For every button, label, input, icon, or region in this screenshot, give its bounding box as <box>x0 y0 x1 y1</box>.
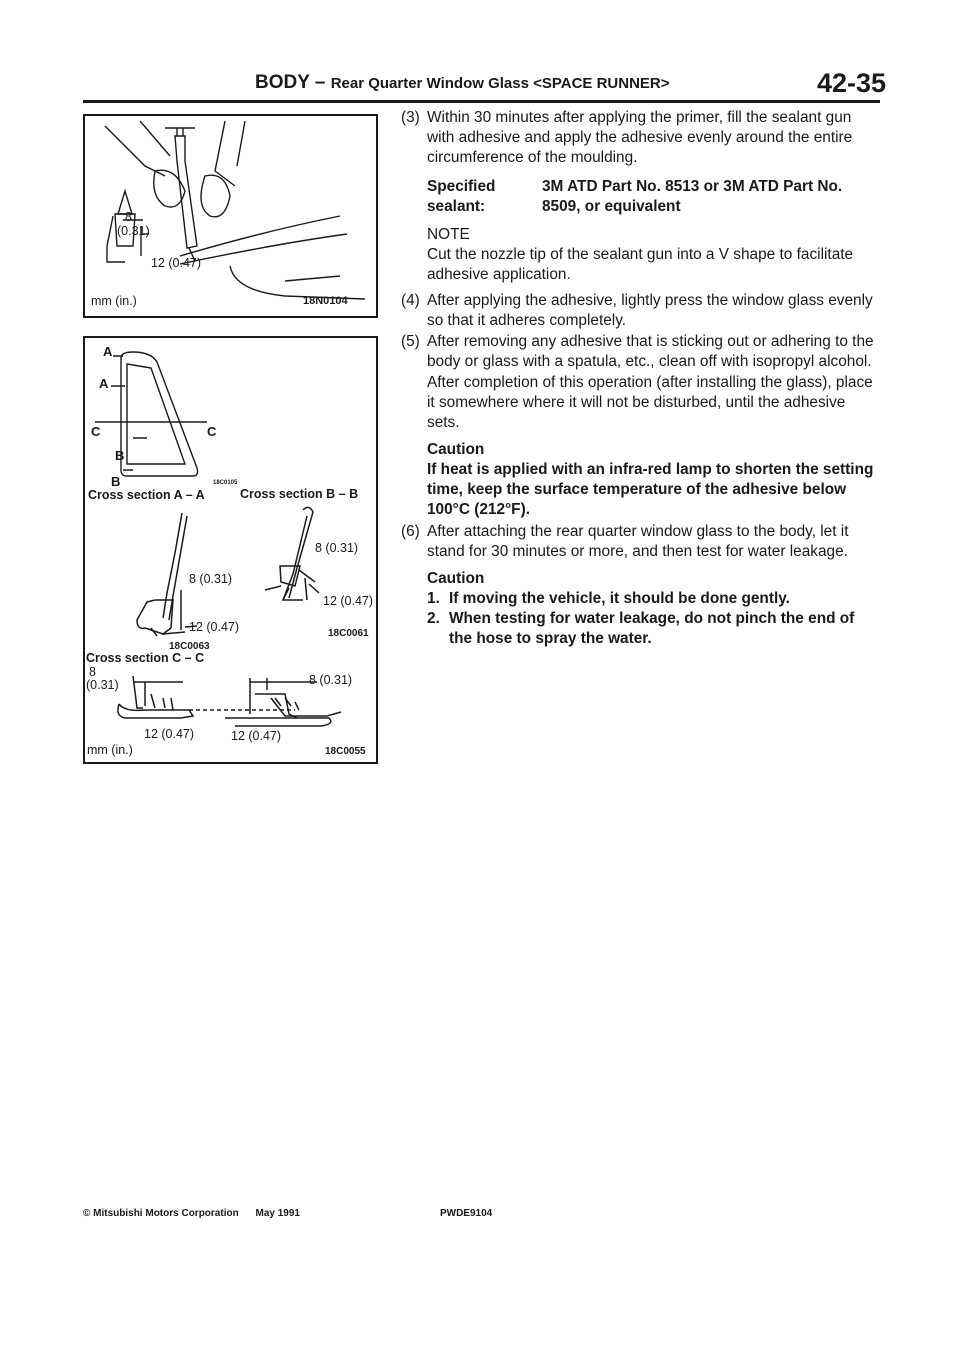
caution-list <box>400 589 878 649</box>
mark-a-lower: A <box>99 376 109 391</box>
step-number: (3) <box>401 109 420 126</box>
note-title: NOTE <box>427 226 470 243</box>
bb-dim-bottom: 12 (0.47) <box>323 594 374 608</box>
step-number: (6) <box>401 523 420 540</box>
aa-dim-top: 8 (0.31) <box>189 572 233 586</box>
mark-c-left: C <box>91 424 101 439</box>
caution-item <box>427 589 878 609</box>
footer-copyright <box>83 1208 300 1219</box>
step-number: (5) <box>401 333 420 350</box>
unit-label-2: mm (in.) <box>87 743 133 757</box>
instructions-column <box>400 108 878 649</box>
figure-sealant-gun <box>83 114 378 318</box>
caution-item-text: If moving the vehicle, it should be done gently. <box>449 590 790 607</box>
caution-text: If heat is applied with an infra-red lamp to shorten the setting time, keep the surface temperature of the adhesive below 100°C (212°F). <box>427 461 874 518</box>
step-5 <box>400 332 878 372</box>
page-header <box>0 0 960 100</box>
figure-code-cc: 18C0055 <box>325 746 366 757</box>
page-number: 42-35 <box>817 68 887 98</box>
spec-label: Specified sealant: <box>427 178 496 215</box>
cc-left-top-value: 8 <box>89 665 96 679</box>
dim-nozzle-top-value: 8 <box>125 210 132 224</box>
section-title: Rear Quarter Window Glass <SPACE RUNNER> <box>330 75 670 92</box>
cc-right-top: 8 (0.31) <box>309 673 353 687</box>
copyright-text: © Mitsubishi Motors Corporation <box>83 1208 239 1219</box>
caution-item-text: When testing for water leakage, do not pinch the end of the hose to spray the water. <box>449 610 855 647</box>
bb-dim-top: 8 (0.31) <box>315 541 359 555</box>
figure-code-bb: 18C0061 <box>328 628 369 639</box>
page-title <box>255 72 670 94</box>
mark-b-upper: B <box>115 448 125 463</box>
caution-title-2: Caution <box>427 570 485 587</box>
section-name: BODY – <box>255 72 326 93</box>
figure-code-aa: 18C0063 <box>169 641 210 652</box>
step-number: (4) <box>401 292 420 309</box>
publication-date: May 1991 <box>255 1208 300 1219</box>
step-5-continued: After completion of this operation (after installing the glass), place it somewhere where it will not be disturbed, until the adhesive sets. <box>427 374 873 431</box>
caution-item <box>427 609 878 649</box>
section-bb-title: Cross section B – B <box>240 487 359 501</box>
document-code: PWDE9104 <box>440 1208 493 1219</box>
dim-nozzle-side: 12 (0.47) <box>151 256 202 270</box>
cc-left-bottom: 12 (0.47) <box>144 727 195 741</box>
step-text: Within 30 minutes after applying the primer, fill the sealant gun with adhesive and apply the adhesive evenly around the entire circumference of the moulding. <box>427 109 853 166</box>
header-divider <box>83 100 880 103</box>
section-aa-title: Cross section A – A <box>88 488 205 502</box>
caution-title: Caution <box>427 441 485 458</box>
step-6 <box>400 522 878 562</box>
window-small-code: 18C0105 <box>213 480 238 486</box>
figure-code: 18N0104 <box>303 295 348 307</box>
note-text: Cut the nozzle tip of the sealant gun into a V shape to facilitate adhesive application. <box>427 246 854 283</box>
mark-c-right: C <box>207 424 217 439</box>
step-4 <box>400 291 878 331</box>
step-3 <box>400 108 878 168</box>
spec-value: 3M ATD Part No. 8513 or 3M ATD Part No. 8509, or equivalent <box>542 178 843 215</box>
step-text: After applying the adhesive, lightly press the window glass evenly so that it adheres completely. <box>427 292 873 329</box>
unit-label: mm (in.) <box>91 294 137 308</box>
mark-b-lower: B <box>111 474 121 489</box>
figure-cross-sections <box>83 336 378 764</box>
cc-right-bottom: 12 (0.47) <box>231 729 282 743</box>
caution-item-number: 2. <box>427 610 440 627</box>
step-text: After attaching the rear quarter window glass to the body, let it stand for 30 minutes or more, and then test for water leakage. <box>427 523 849 560</box>
specified-sealant <box>427 177 878 217</box>
caution-item-number: 1. <box>427 590 440 607</box>
section-cc-title: Cross section C – C <box>86 651 205 665</box>
step-text: After removing any adhesive that is sticking out or adhering to the body or glass with a spatula, etc., clean off with isopropyl alcohol. <box>427 333 874 370</box>
dim-nozzle-top-inch: (0.31) <box>117 224 150 238</box>
mark-a-top: A <box>103 344 113 359</box>
aa-dim-bottom: 12 (0.47) <box>189 620 240 634</box>
cc-left-top-inch: (0.31) <box>86 678 119 692</box>
